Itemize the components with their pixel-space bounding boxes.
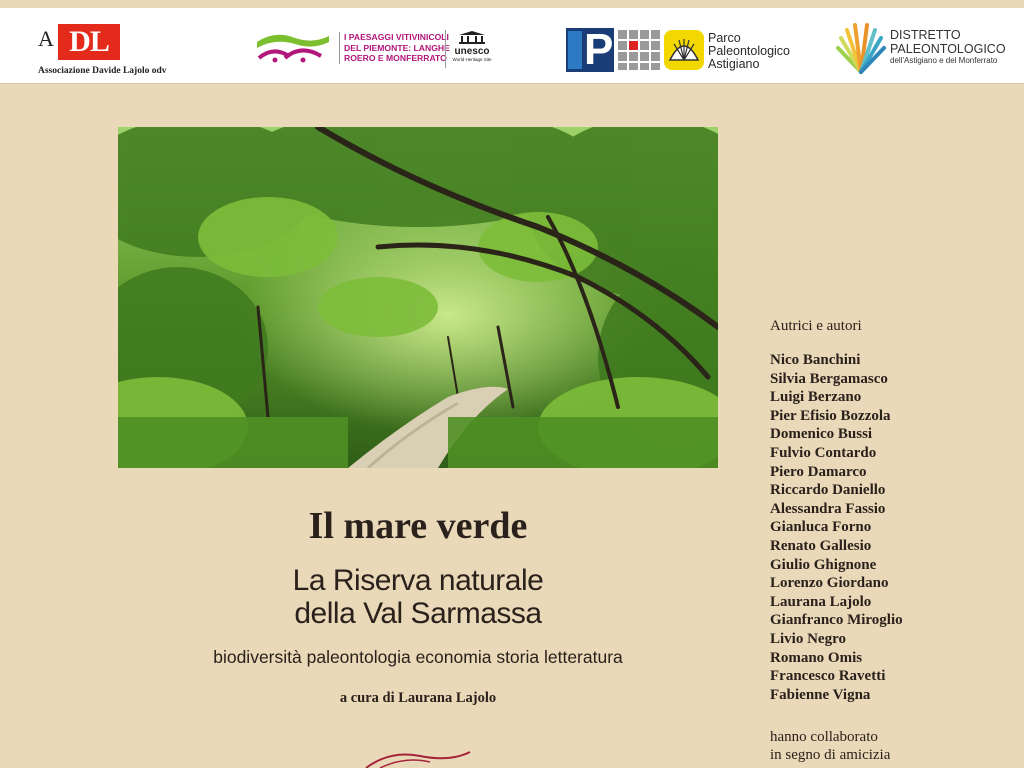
author-name: Romano Omis (770, 649, 863, 666)
author-name: Silvia Bergamasco (770, 370, 888, 387)
author-name: Alessandra Fassio (770, 500, 886, 517)
author-name: Domenico Bussi (770, 426, 873, 443)
collaboration-note (770, 728, 890, 764)
author-name: Renato Gallesio (770, 537, 872, 554)
author-name: Lorenzo Giordano (770, 575, 889, 592)
lajolo-logo-caption: Associazione Davide Lajolo odv (38, 66, 167, 76)
forest-path-photo (118, 127, 718, 468)
authors-heading: Autrici e autori (770, 318, 862, 334)
author-name: Pier Efisio Bozzola (770, 407, 891, 424)
subtitle-line-2: della Val Sarmassa (294, 597, 542, 630)
top-strip (0, 0, 1024, 8)
paesaggi-line-3: ROERO E MONFERRATO (344, 53, 447, 63)
unesco-temple-icon (457, 30, 487, 44)
paesaggi-line-1: I PAESAGGI VITIVINICOLI (344, 32, 449, 42)
paesaggi-line-2: DEL PIEMONTE: LANGHE (344, 42, 450, 53)
parco-line-2: Paleontologico (708, 44, 791, 58)
author-name: Fabienne Vigna (770, 686, 871, 703)
author-name: Livio Negro (770, 630, 846, 647)
collab-line-1: hanno collaborato (770, 729, 878, 745)
distretto-line-1: DISTRETTO (890, 28, 961, 42)
collab-line-2: in segno di amicizia (770, 747, 891, 763)
publisher-logo (360, 748, 480, 768)
fan-shell-icon (834, 22, 888, 76)
distretto-line-2: PALEONTOLOGICO (890, 42, 1006, 56)
book-curator: a cura di Laurana Lajolo (339, 690, 497, 706)
parco-paleontologico-logo (566, 26, 806, 76)
unesco-logo (445, 30, 498, 68)
author-name: Fulvio Contardo (770, 444, 877, 461)
book-title: Il mare verde (308, 505, 528, 547)
paesaggi-vitivinicoli-logo (255, 24, 500, 72)
unesco-label: unesco (454, 46, 490, 57)
author-names (770, 351, 1020, 704)
author-name: Gianfranco Miroglio (770, 612, 903, 629)
book-tagline: biodiversità paleontologia economia storia letteratura (213, 647, 623, 667)
authors-list (770, 318, 1020, 704)
author-name: Laurana Lajolo (770, 593, 872, 610)
distretto-line-3: dell'Astigiano e del Monferrato (890, 56, 998, 65)
author-name: Nico Banchini (770, 352, 861, 368)
distretto-text (890, 28, 1006, 66)
parco-text (708, 32, 790, 71)
vineyard-hills-icon (255, 28, 331, 68)
lajolo-logo (38, 20, 178, 80)
distretto-paleontologico-logo (834, 22, 1004, 78)
author-name: Piero Damarco (770, 463, 867, 480)
parco-line-1: Parco (708, 31, 741, 45)
shell-icon (664, 30, 704, 70)
author-name: Gianluca Forno (770, 519, 872, 536)
author-name: Riccardo Daniello (770, 482, 886, 499)
parco-line-3: Astigiano (708, 57, 760, 71)
unesco-sub-label: World Heritage Site (452, 57, 492, 62)
logo-bar (0, 8, 1024, 84)
lajolo-logo-letter: A (38, 26, 54, 51)
subtitle-line-1: La Riserva naturale (292, 564, 544, 597)
author-name: Luigi Berzano (770, 389, 862, 406)
author-name: Giulio Ghignone (770, 556, 877, 573)
regione-piemonte-grid-icon (618, 30, 660, 70)
parchi-piemonte-p-icon: P (566, 28, 614, 72)
book-subtitle (118, 564, 718, 630)
lajolo-logo-mark: DL (58, 24, 120, 60)
author-name: Francesco Ravetti (770, 668, 886, 685)
